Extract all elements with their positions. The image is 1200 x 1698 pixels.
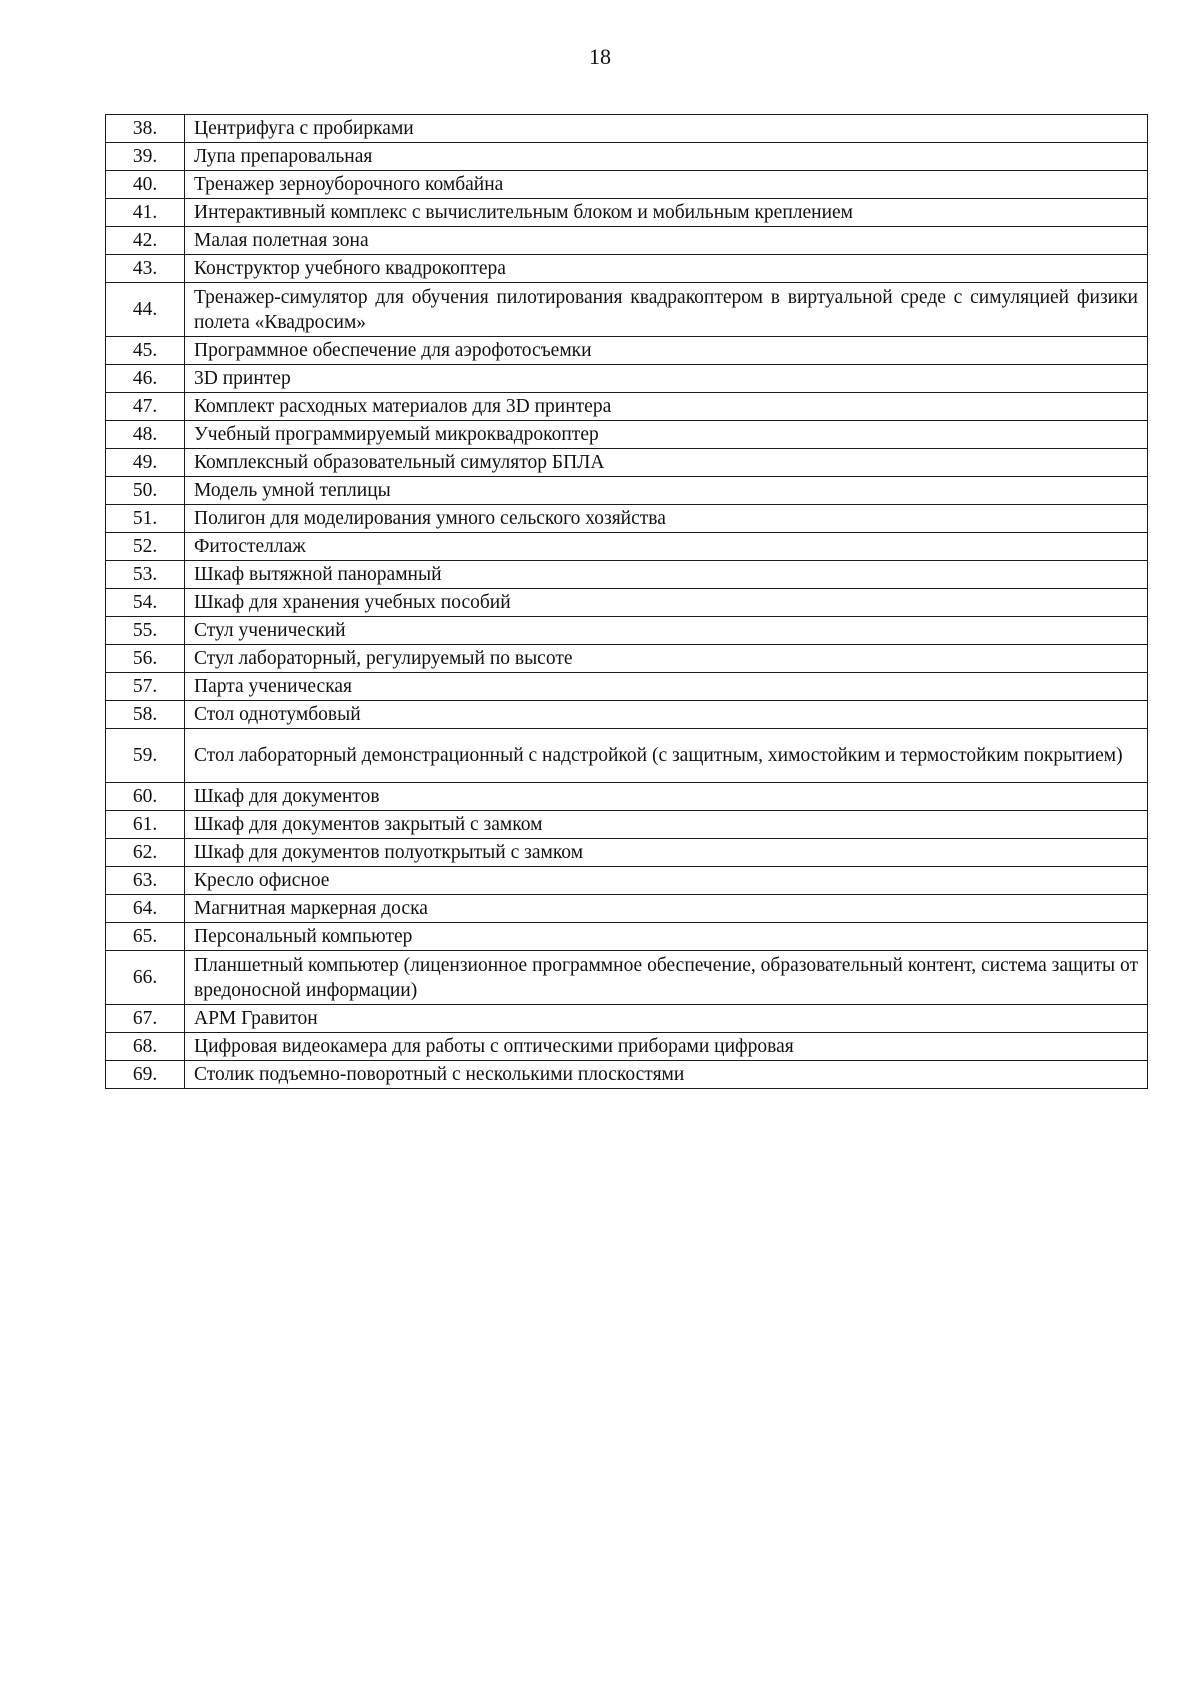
row-description: Магнитная маркерная доска [185, 895, 1148, 923]
row-number: 63. [106, 867, 185, 895]
page-number: 18 [589, 44, 611, 69]
row-description: АРМ Гравитон [185, 1005, 1148, 1033]
table-row [106, 895, 1148, 923]
row-description: 3D принтер [185, 365, 1148, 393]
row-number: 59. [106, 729, 185, 783]
row-description: Центрифуга с пробирками [185, 115, 1148, 143]
row-description: Кресло офисное [185, 867, 1148, 895]
row-number: 64. [106, 895, 185, 923]
table-row [106, 143, 1148, 171]
table-row [106, 199, 1148, 227]
table-row [106, 811, 1148, 839]
table-row [106, 923, 1148, 951]
row-description: Тренажер зерноуборочного комбайна [185, 171, 1148, 199]
row-description: Комплексный образовательный симулятор БПЛА [185, 449, 1148, 477]
row-description: Столик подъемно-поворотный с несколькими плоскостями [185, 1061, 1148, 1089]
row-number: 62. [106, 839, 185, 867]
row-number: 41. [106, 199, 185, 227]
row-number: 46. [106, 365, 185, 393]
row-description: Модель умной теплицы [185, 477, 1148, 505]
table-row [106, 951, 1148, 1005]
table-row [106, 171, 1148, 199]
table-row [106, 617, 1148, 645]
row-number: 57. [106, 673, 185, 701]
row-description: Шкаф для хранения учебных пособий [185, 589, 1148, 617]
row-number: 56. [106, 645, 185, 673]
table-row [106, 337, 1148, 365]
table-row [106, 421, 1148, 449]
table-row [106, 1061, 1148, 1089]
table-row [106, 1005, 1148, 1033]
table-row [106, 393, 1148, 421]
row-description: Лупа препаровальная [185, 143, 1148, 171]
row-description: Стол лабораторный демонстрационный с надстройкой (с защитным, химостойким и термостойким покрытием) [185, 729, 1148, 783]
row-description: Интерактивный комплекс с вычислительным блоком и мобильным креплением [185, 199, 1148, 227]
row-number: 51. [106, 505, 185, 533]
row-description: Конструктор учебного квадрокоптера [185, 255, 1148, 283]
row-number: 52. [106, 533, 185, 561]
row-description: Шкаф для документов закрытый с замком [185, 811, 1148, 839]
row-number: 49. [106, 449, 185, 477]
table-row [106, 477, 1148, 505]
table-row [106, 283, 1148, 337]
row-description: Фитостеллаж [185, 533, 1148, 561]
row-description: Шкаф вытяжной панорамный [185, 561, 1148, 589]
row-number: 61. [106, 811, 185, 839]
table-row [106, 701, 1148, 729]
row-number: 45. [106, 337, 185, 365]
row-number: 50. [106, 477, 185, 505]
table-row [106, 1033, 1148, 1061]
row-description: Шкаф для документов полуоткрытый с замком [185, 839, 1148, 867]
table-row [106, 227, 1148, 255]
table-row [106, 533, 1148, 561]
row-description: Персональный компьютер [185, 923, 1148, 951]
table-row [106, 505, 1148, 533]
equipment-table [105, 114, 1148, 1089]
row-description: Стол однотумбовый [185, 701, 1148, 729]
table-row [106, 645, 1148, 673]
row-description: Стул ученический [185, 617, 1148, 645]
table-row [106, 729, 1148, 783]
row-description: Полигон для моделирования умного сельского хозяйства [185, 505, 1148, 533]
row-description: Программное обеспечение для аэрофотосъемки [185, 337, 1148, 365]
row-description: Стул лабораторный, регулируемый по высоте [185, 645, 1148, 673]
row-number: 66. [106, 951, 185, 1005]
table-row [106, 589, 1148, 617]
row-number: 43. [106, 255, 185, 283]
row-number: 68. [106, 1033, 185, 1061]
table-row [106, 867, 1148, 895]
row-number: 48. [106, 421, 185, 449]
table-row [106, 839, 1148, 867]
row-number: 67. [106, 1005, 185, 1033]
row-number: 53. [106, 561, 185, 589]
row-number: 69. [106, 1061, 185, 1089]
row-number: 65. [106, 923, 185, 951]
row-description: Планшетный компьютер (лицензионное программное обеспечение, образовательный контент, система защиты от вредоносной информации) [185, 951, 1148, 1005]
table-row [106, 449, 1148, 477]
row-number: 42. [106, 227, 185, 255]
row-number: 58. [106, 701, 185, 729]
table-row [106, 673, 1148, 701]
equipment-table-body [106, 115, 1148, 1089]
row-number: 44. [106, 283, 185, 337]
row-description: Шкаф для документов [185, 783, 1148, 811]
row-number: 47. [106, 393, 185, 421]
row-number: 54. [106, 589, 185, 617]
table-row [106, 783, 1148, 811]
row-description: Парта ученическая [185, 673, 1148, 701]
table-row [106, 255, 1148, 283]
table-row [106, 561, 1148, 589]
row-description: Тренажер-симулятор для обучения пилотирования квадракоптером в виртуальной среде с симуляцией физики полета «Квадросим» [185, 283, 1148, 337]
table-row [106, 365, 1148, 393]
table-row [106, 115, 1148, 143]
row-description: Учебный программируемый микроквадрокоптер [185, 421, 1148, 449]
row-description: Цифровая видеокамера для работы с оптическими приборами цифровая [185, 1033, 1148, 1061]
row-number: 60. [106, 783, 185, 811]
row-number: 39. [106, 143, 185, 171]
row-number: 38. [106, 115, 185, 143]
row-number: 55. [106, 617, 185, 645]
row-number: 40. [106, 171, 185, 199]
row-description: Малая полетная зона [185, 227, 1148, 255]
row-description: Комплект расходных материалов для 3D принтера [185, 393, 1148, 421]
